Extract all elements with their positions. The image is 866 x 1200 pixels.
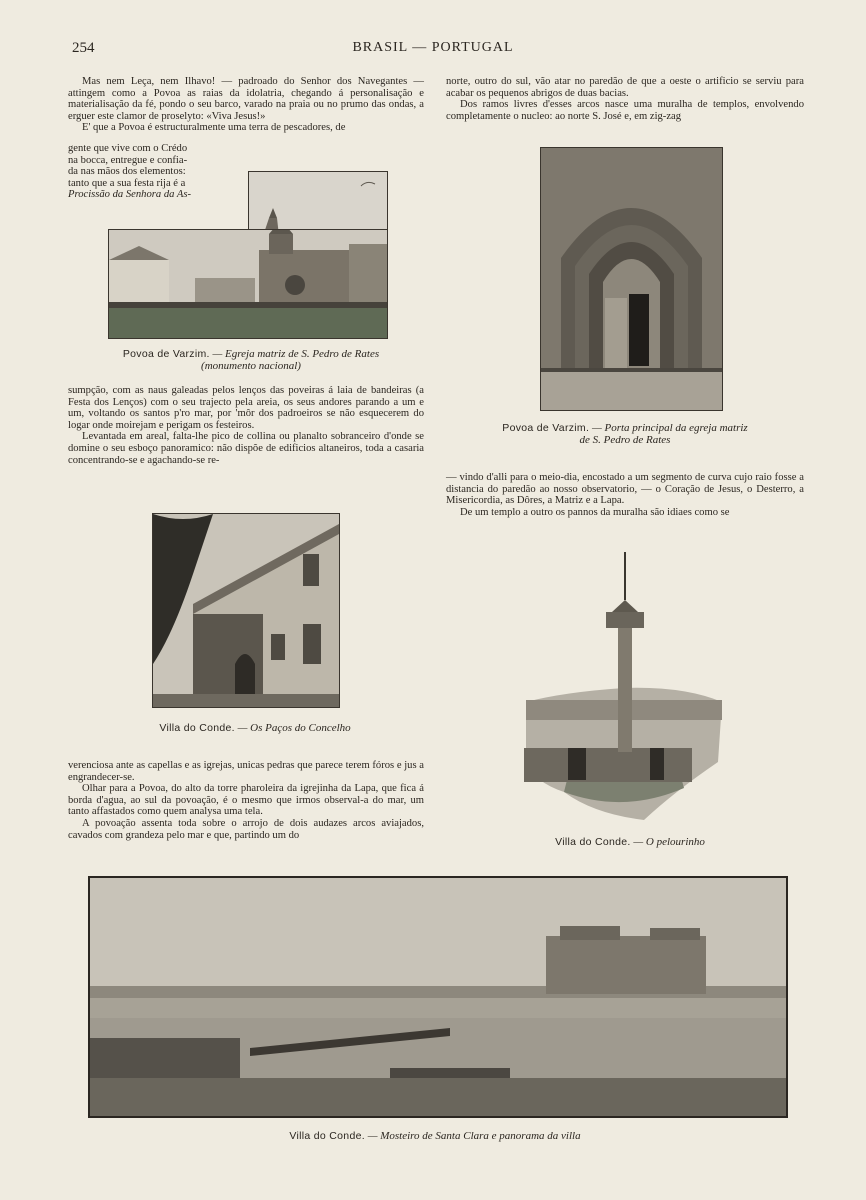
paragraph: verenciosa ante as capellas e as igrejas, unicas pedras que parece terem fóros e jus a engrandecer-se.	[68, 760, 424, 783]
photo-rates-church-sky	[248, 171, 388, 236]
caption-desc: — O pelourinho	[633, 836, 705, 848]
left-bottom-text	[68, 760, 424, 841]
text-line: tanto que a sua festa rija é a	[68, 177, 186, 189]
caption-place: Povoa de Varzim.	[502, 422, 590, 434]
photo-rates-portal	[540, 147, 723, 411]
paragraph: Dos ramos livres d'esses arcos nasce uma muralha de templos, envolvendo completamente o nucleo: ao norte S. José e, em zig-zag	[446, 99, 804, 122]
caption-desc: — Porta principal da egreja matriz	[591, 422, 748, 434]
caption-place: Villa do Conde.	[555, 836, 631, 848]
caption-place: Povoa de Varzim.	[122, 348, 210, 360]
paragraph: A povoação assenta toda sobre o arrojo de dois audazes arcos aviajados, cavados com grandeza pelo mar e que, partindo um do	[68, 817, 424, 841]
page-header	[0, 40, 866, 60]
page-number: 254	[72, 40, 95, 56]
paragraph: Olhar para a Povoa, do alto da torre pharoleira da igrejinha da Lapa, que fica á borda d'agua, ao sul da povoação, é o mesmo que irmos observal-a do mar, um tanto affastados como quem analysa uma tela.	[68, 783, 424, 818]
paragraph: sumpção, com as naus galeadas pelos lenços das poveiras á laia de bandeiras (a Festa dos Lenços) com o seu trajecto pela areia, os seus andores parando a um e um, voltando os santos p'ro mar, por 'môr dos padroeiros se não esquecerem do logar onde moirejam e perigam os festeiros.	[68, 385, 424, 431]
caption-place: Villa do Conde.	[289, 1130, 365, 1142]
photo-pelourinho	[524, 552, 724, 822]
right-top-text	[446, 76, 804, 122]
paragraph: — vindo d'alli para o meio-dia, encostado a um segmento de curva cujo raio fosse a distancia do paredão ao nosso observatorio, — o Coração de Jesus, o Desterro, a Misericordia, as Dôres, a Matriz e a Lapa.	[446, 472, 804, 507]
caption-desc: — Egreja matriz de S. Pedro de Rates	[212, 348, 380, 360]
right-middle-text	[446, 472, 804, 518]
caption-desc: de S. Pedro de Rates	[579, 434, 671, 446]
wrap-text	[68, 143, 243, 201]
paragraph: De um templo a outro os pannos da muralha são idiaes como se	[460, 506, 730, 518]
paragraph: E' que a Povoa é estructuralmente uma terra de pescadores, de	[82, 122, 346, 134]
caption-desc: (monumento nacional)	[201, 360, 301, 372]
caption-villa-panorama	[120, 1130, 750, 1142]
photo-rates-church	[108, 229, 388, 339]
paragraph: Mas nem Leça, nem Ilhavo! — padroado do Senhor dos Navegantes — attingem como a Povoa as raias da idolatria, chegando á personalisação e materialisação da fé, pondo o seu barco, varado na praia ou no prumo das ondas, a erguer este clamor de proselyto: «Viva Jesus!»	[68, 76, 424, 122]
caption-desc: — Mosteiro de Santa Clara e panorama da villa	[367, 1130, 581, 1142]
intro-text	[68, 76, 424, 134]
caption-villa-pelourinho	[520, 836, 740, 848]
caption-desc: — Os Paços do Concelho	[237, 722, 351, 734]
text-line: na bocca, entregue e confia-	[68, 154, 188, 166]
photo-villa-panorama	[88, 876, 788, 1118]
running-title: BRASIL — PORTUGAL	[352, 40, 514, 55]
caption-place: Villa do Conde.	[159, 722, 235, 734]
paragraph: Levantada em areal, falta-lhe pico de collina ou planalto sobranceiro d'onde se domine o seu esboço panoramico: não dispõe de edificios altaneiros, toda a casaria concentrando-se e agachando-se re-	[68, 431, 424, 466]
caption-povoa-rates	[86, 348, 416, 372]
left-middle-text	[68, 385, 424, 466]
text-line: Procissão da Senhora da As-	[68, 189, 192, 201]
photo-pacos-concelho	[152, 513, 340, 708]
caption-povoa-portal	[452, 422, 798, 446]
caption-villa-pacos	[110, 722, 400, 734]
text-line: da nas mãos dos elementos:	[68, 166, 186, 178]
paragraph: norte, outro do sul, vão atar no paredão de que a oeste o artificio se serviu para acabar os pequenos abrigos de duas bacias.	[446, 76, 804, 99]
text-line: gente que vive com o Crédo	[68, 143, 188, 154]
